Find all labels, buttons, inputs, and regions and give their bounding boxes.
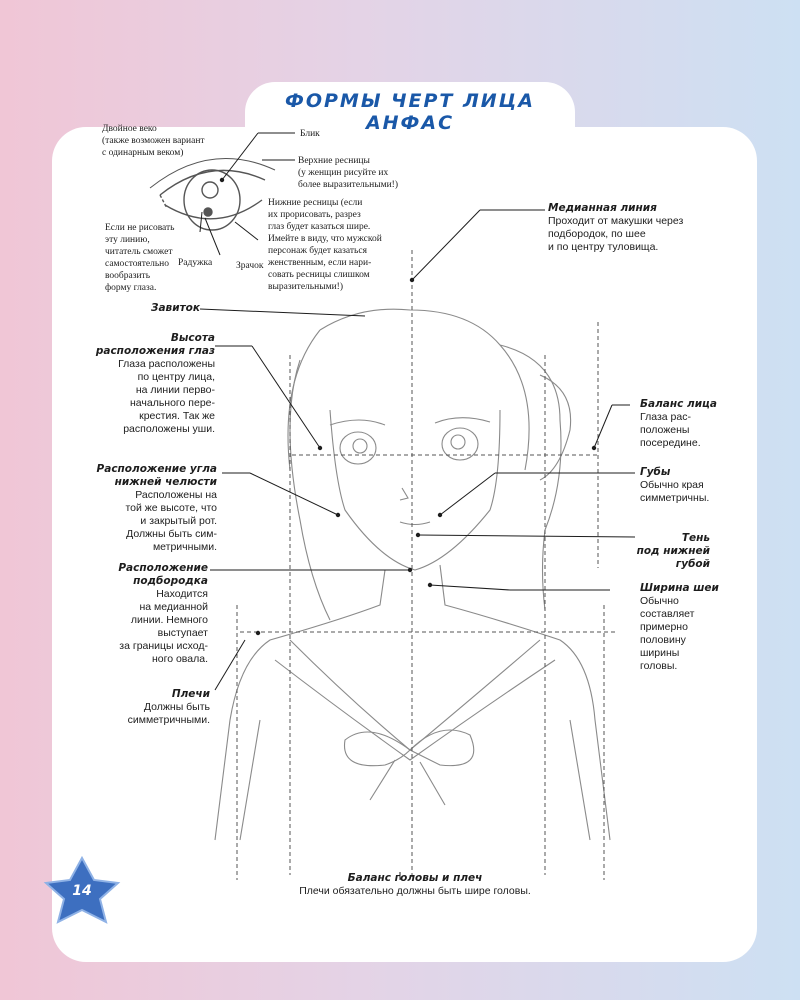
annotation-neck-title: Ширина шеи	[640, 582, 719, 594]
annotation-eye-level	[90, 332, 215, 436]
annotation-shoulders-text: Должны быть симметричными.	[127, 701, 210, 726]
page-number: 14	[72, 883, 92, 899]
annotation-head-shoulders	[270, 872, 560, 898]
label-lower-lashes: Нижние ресницы (если их прорисовать, разрез глаз будет казаться шире. Имейте в виду, что мужской персонаж будет казаться женственным, если нари- совать ресницы слишком выразительными!)	[268, 198, 382, 292]
annotation-jaw-text: Расположены на той же высоте, что и закрытый рот. Должны быть сим- метричными.	[125, 489, 217, 553]
annotation-lips-title: Губы	[640, 466, 671, 478]
annotation-chin-title: Расположение подбородка	[118, 562, 208, 587]
label-outline: Если не рисовать эту линию, читатель сможет самостоятельно вообразить форму глаза.	[105, 223, 175, 293]
iris-shape	[184, 170, 240, 230]
label-iris: Радужка	[178, 258, 213, 268]
annotation-jaw	[82, 463, 217, 554]
annotation-lips-text: Обычно края симметричны.	[640, 479, 710, 504]
eye-diagram	[150, 158, 275, 230]
annotation-lips	[640, 466, 735, 505]
annotation-face-balance-title: Баланс лица	[640, 398, 717, 410]
label-highlight: Блик	[300, 129, 320, 139]
annotation-face-balance-text: Глаза рас- положены посередине.	[640, 411, 701, 449]
annotation-median-title: Медианная линия	[548, 202, 657, 214]
annotation-curl: Завиток	[151, 302, 200, 314]
label-pupil: Зрачок	[236, 261, 264, 271]
annotation-neck	[640, 582, 735, 673]
annotation-neck-text: Обычно составляет примерно половину ширины головы.	[640, 595, 695, 672]
annotation-shoulders-title: Плечи	[171, 688, 210, 700]
annotation-eye-level-title: Высота расположения глаз	[95, 332, 215, 357]
guide-lines	[237, 250, 615, 880]
annotation-chin-text: Находится на медианной линии. Немного выступает за границы исход- ного овала.	[119, 588, 208, 665]
annotation-shadow: Тень под нижней губой	[636, 532, 710, 570]
annotation-shoulders	[110, 688, 210, 727]
annotation-jaw-title: Расположение угла нижней челюсти	[96, 463, 217, 488]
page-title: ФОРМЫ ЧЕРТ ЛИЦА АНФАС	[285, 90, 535, 134]
annotation-median	[548, 202, 728, 254]
annotation-face-balance	[640, 398, 735, 450]
annotation-chin	[88, 562, 208, 666]
annotation-median-text: Проходит от макушки через подбородок, по шее и по центру туловища.	[548, 215, 684, 253]
label-upper-lashes: Верхние ресницы (у женщин рисуйте их более выразительными!)	[298, 156, 399, 190]
label-double-lid: Двойное веко (также возможен вариант с одинарным веком)	[102, 124, 205, 158]
annotation-head-shoulders-title: Баланс головы и плеч	[347, 872, 483, 884]
annotation-head-shoulders-text: Плечи обязательно должны быть шире головы.	[299, 885, 531, 897]
annotation-eye-level-text: Глаза расположены по центру лица, на линии перво- начального пере- крестия. Так же расположены уши.	[118, 358, 215, 435]
